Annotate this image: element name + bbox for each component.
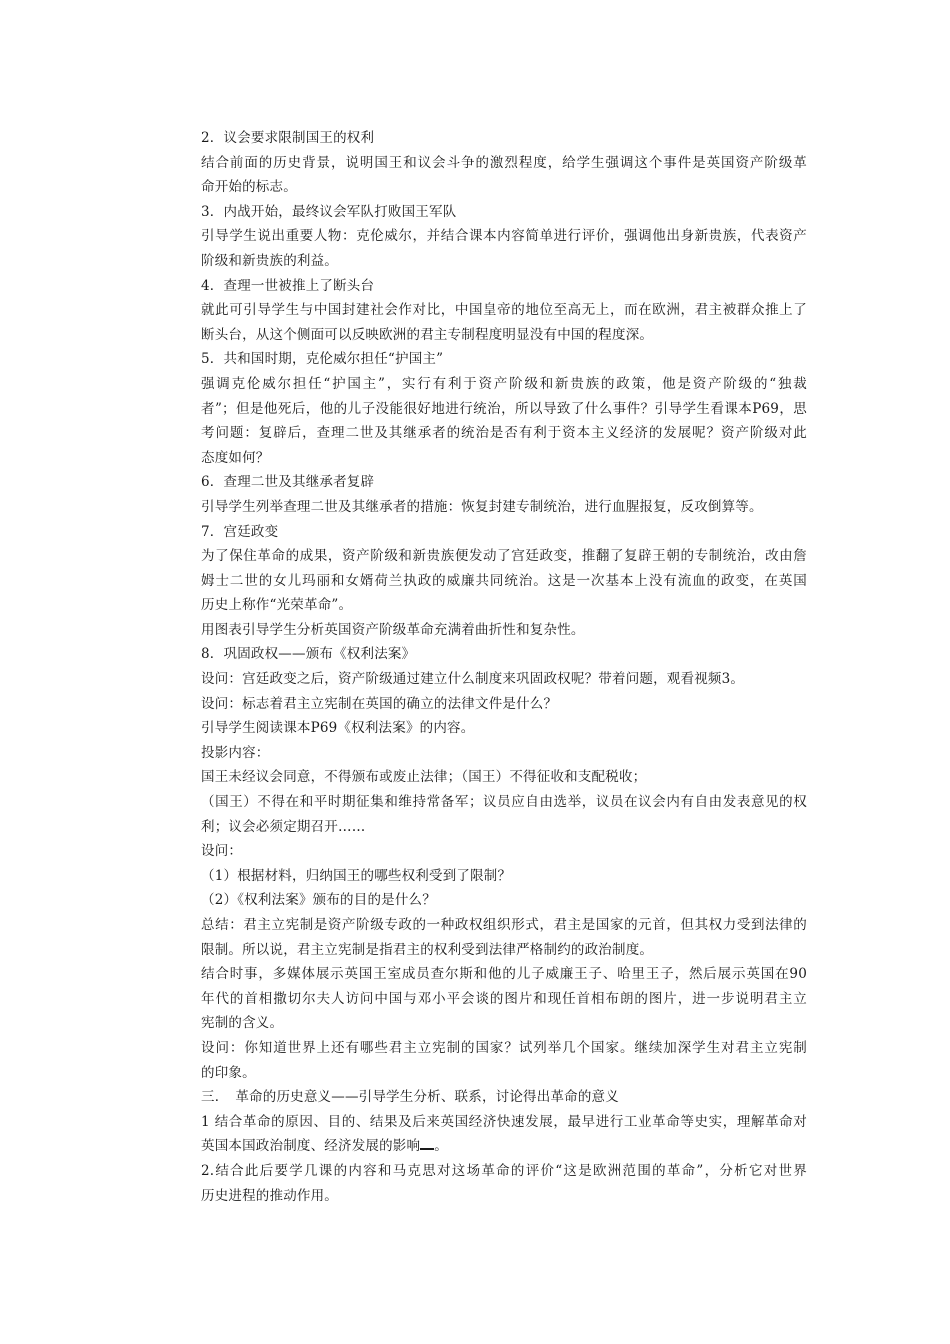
- paragraph-line: 姆士二世的女儿玛丽和女婿荷兰执政的威廉共同统治。这是一次基本上没有流血的政变，在英国: [201, 572, 807, 589]
- paragraph-line: 1 结合革命的原因、目的、结果及后来英国经济快速发展，最早进行工业革命等史实，理解革命对: [201, 1113, 807, 1130]
- paragraph-line: 强调克伦威尔担任“护国主”，实行有利于资产阶级和新贵族的政策，他是资产阶级的“独裁: [201, 375, 807, 392]
- question-line: （1）根据材料，归纳国王的哪些权利受到了限制？: [201, 867, 512, 884]
- paragraph-line: 引导学生阅读课本P69《权利法案》的内容。: [201, 720, 475, 737]
- heading-8: 8．巩固政权——颁布《权利法案》: [201, 646, 416, 663]
- paragraph-line: 国王未经议会同意，不得颁布或废止法律；（国王）不得征收和支配税收；: [201, 769, 647, 786]
- paragraph-line: 结合前面的历史背景，说明国王和议会斗争的激烈程度，给学生强调这个事件是英国资产阶级革: [201, 154, 807, 171]
- paragraph-line: 历史进程的推动作用。: [201, 1187, 338, 1204]
- paragraph-line: 总结：君主立宪制是资产阶级专政的一种政权组织形式，君主是国家的元首，但其权力受到法律的: [201, 917, 807, 933]
- heading-5: 5．共和国时期，克伦威尔担任“护国主”: [201, 351, 444, 368]
- paragraph-text: 英国本国政治制度、经济发展的影响: [201, 1138, 421, 1155]
- paragraph-line: 结合时事，多媒体展示英国王室成员查尔斯和他的儿子威廉王子、哈里王子，然后展示英国在90: [201, 966, 807, 983]
- paragraph-line: 引导学生说出重要人物：克伦威尔，并结合课本内容简单进行评价，强调他出身新贵族，代表资产: [201, 228, 807, 245]
- paragraph-line: （国王）不得在和平时期征集和维持常备军；议员应自由选举，议员在议会内有自由发表意见的权: [201, 794, 807, 811]
- paragraph-line: 设问：你知道世界上还有哪些君主立宪制的国家？试列举几个国家。继续加深学生对君主立宪制: [201, 1039, 807, 1056]
- paragraph-line: 阶级和新贵族的利益。: [201, 252, 338, 269]
- paragraph-line: 设问：标志着君主立宪制在英国的确立的法律文件是什么？: [201, 695, 558, 712]
- paragraph-line: 引导学生列举查理二世及其继承者的措施：恢复封建专制统治，进行血腥报复，反攻倒算等。: [201, 498, 763, 515]
- paragraph-line: 为了保住革命的成果，资产阶级和新贵族便发动了宫廷政变，推翻了复辟王朝的专制统治，改由詹: [201, 548, 807, 565]
- paragraph-line: 设问：宫廷政变之后，资产阶级通过建立什么制度来巩固政权呢？带着问题，观看视频3。: [201, 671, 745, 688]
- paragraph-line: 命开始的标志。: [201, 179, 297, 196]
- paragraph-line: 宪制的含义。: [201, 1015, 284, 1032]
- question-line: （2）《权利法案》颁布的目的是什么？: [201, 892, 436, 909]
- section-heading-3: 三． 革命的历史意义——引导学生分析、联系，讨论得出革命的意义: [201, 1089, 619, 1106]
- paragraph-line: 历史上称作“光荣革命”。: [201, 597, 353, 614]
- paragraph-line: 投影内容：: [201, 744, 270, 761]
- paragraph-line: 设问：: [201, 843, 243, 860]
- heading-2: 2．议会要求限制国王的权利: [201, 130, 375, 146]
- heading-7: 7．宫廷政变: [201, 523, 279, 540]
- document-body: [201, 126, 807, 1208]
- paragraph-line: 者”；但是他死后，他的儿子没能很好地进行统治，所以导致了什么事件？引导学生看课本P69，思: [201, 400, 807, 417]
- underline-mark: [420, 1140, 434, 1150]
- heading-6: 6．查理二世及其继承者复辟: [201, 474, 375, 491]
- paragraph-line: 的印象。: [201, 1064, 256, 1081]
- paragraph-line: 利；议会必须定期召开……: [201, 818, 366, 835]
- paragraph-line: 断头台，从这个侧面可以反映欧洲的君主专制程度明显没有中国的程度深。: [201, 326, 654, 343]
- paragraph-line: 就此可引导学生与中国封建社会作对比，中国皇帝的地位至高无上，而在欧洲，君主被群众推上了: [201, 302, 807, 319]
- heading-3: 3．内战开始，最终议会军队打败国王军队: [201, 203, 457, 220]
- paragraph-line: [201, 1134, 807, 1159]
- paragraph-line: 用图表引导学生分析英国资产阶级革命充满着曲折性和复杂性。: [201, 621, 585, 638]
- paragraph-line: 年代的首相撒切尔夫人访问中国与邓小平会谈的图片和现任首相布朗的图片，进一步说明君主立: [201, 990, 807, 1007]
- paragraph-line: 限制。所以说，君主立宪制是指君主的权利受到法律严格制约的政治制度。: [201, 941, 654, 958]
- paragraph-line: 态度如何？: [201, 449, 270, 466]
- paragraph-punct: 。: [434, 1138, 448, 1155]
- paragraph-line: 2.结合此后要学几课的内容和马克思对这场革命的评价“这是欧洲范围的革命”，分析它对世界: [201, 1162, 807, 1179]
- heading-4: 4．查理一世被推上了断头台: [201, 277, 375, 294]
- paragraph-line: 考问题：复辟后，查理二世及其继承者的统治是否有利于资本主义经济的发展呢？资产阶级对此: [201, 425, 807, 442]
